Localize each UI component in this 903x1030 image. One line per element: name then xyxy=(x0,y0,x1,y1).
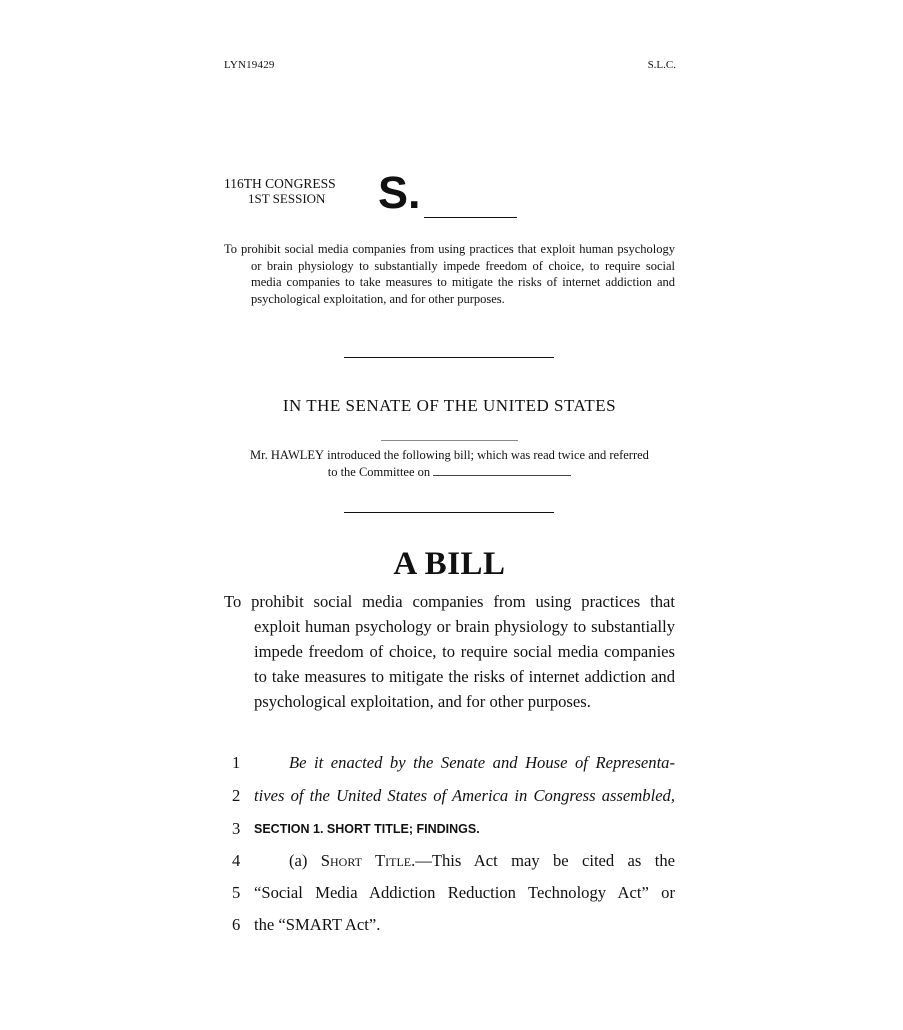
chamber-heading: IN THE SENATE OF THE UNITED STATES xyxy=(282,396,617,415)
sponsor-prefix: Mr. xyxy=(250,448,268,462)
introduction xyxy=(224,447,675,480)
committee-label: to the Committee on xyxy=(327,464,431,479)
office-code: S.L.C. xyxy=(647,59,676,71)
sponsor-name: HAWLEY xyxy=(270,448,325,462)
introduction-text: introduced the following bill; which was read twice and referred xyxy=(327,448,649,462)
bill-prefix: S. xyxy=(378,167,421,218)
line-number: 3 xyxy=(232,819,241,838)
subsection-label: (a) xyxy=(289,851,308,870)
line-number: 6 xyxy=(232,915,241,934)
session-label: 1ST SESSION xyxy=(248,191,326,206)
short-purpose: To prohibit social media companies from using practices that exploit human psychology or brain physiology to substantially impede freedom of choice, to require social media companies to take measures to mitigate the risks of internet addiction and psychological exploitation, and for other purposes. xyxy=(224,242,675,306)
subsection-heading: Short Title xyxy=(320,851,412,870)
line-number: 1 xyxy=(232,753,241,772)
congress-label: 116TH CONGRESS xyxy=(224,176,336,191)
divider-rule xyxy=(344,512,554,513)
bill-line xyxy=(224,753,675,773)
enacting-clause: Be it enacted by the Senate and House of Representa- xyxy=(289,753,675,772)
bill-line xyxy=(224,851,675,871)
committee-blank xyxy=(433,465,571,476)
divider-rule-thin xyxy=(381,440,518,441)
section-heading: SECTION 1. SHORT TITLE; FINDINGS. xyxy=(254,822,480,836)
bill-line xyxy=(224,786,675,806)
long-purpose: To prohibit social media companies from using practices that exploit human psychology or brain physiology to substantially impede freedom of choice, to require social media companies to take measures to mitigate the risks of internet addiction and psychological exploitation, and for other purposes. xyxy=(224,592,675,711)
introduction-line-2 xyxy=(224,464,675,481)
bill-line xyxy=(224,819,675,839)
enacting-clause: tives of the United States of America in Congress assembled, xyxy=(254,786,675,805)
introduction-line-1 xyxy=(224,447,675,464)
bill-heading: A BILL xyxy=(393,546,506,582)
subsection-body: .—This Act may be cited as the xyxy=(411,851,675,870)
line-number: 5 xyxy=(232,883,241,902)
line-number: 4 xyxy=(232,851,241,870)
bill-number-blank xyxy=(424,217,517,218)
subsection-text xyxy=(289,851,675,871)
line-number: 2 xyxy=(232,786,241,805)
body-text: the “SMART Act”. xyxy=(254,915,381,934)
body-text: “Social Media Addiction Reduction Technology Act” or xyxy=(254,883,675,902)
bill-line xyxy=(224,915,675,935)
bill-line xyxy=(224,883,675,903)
divider-rule xyxy=(344,357,554,358)
document-id: LYN19429 xyxy=(224,59,275,71)
